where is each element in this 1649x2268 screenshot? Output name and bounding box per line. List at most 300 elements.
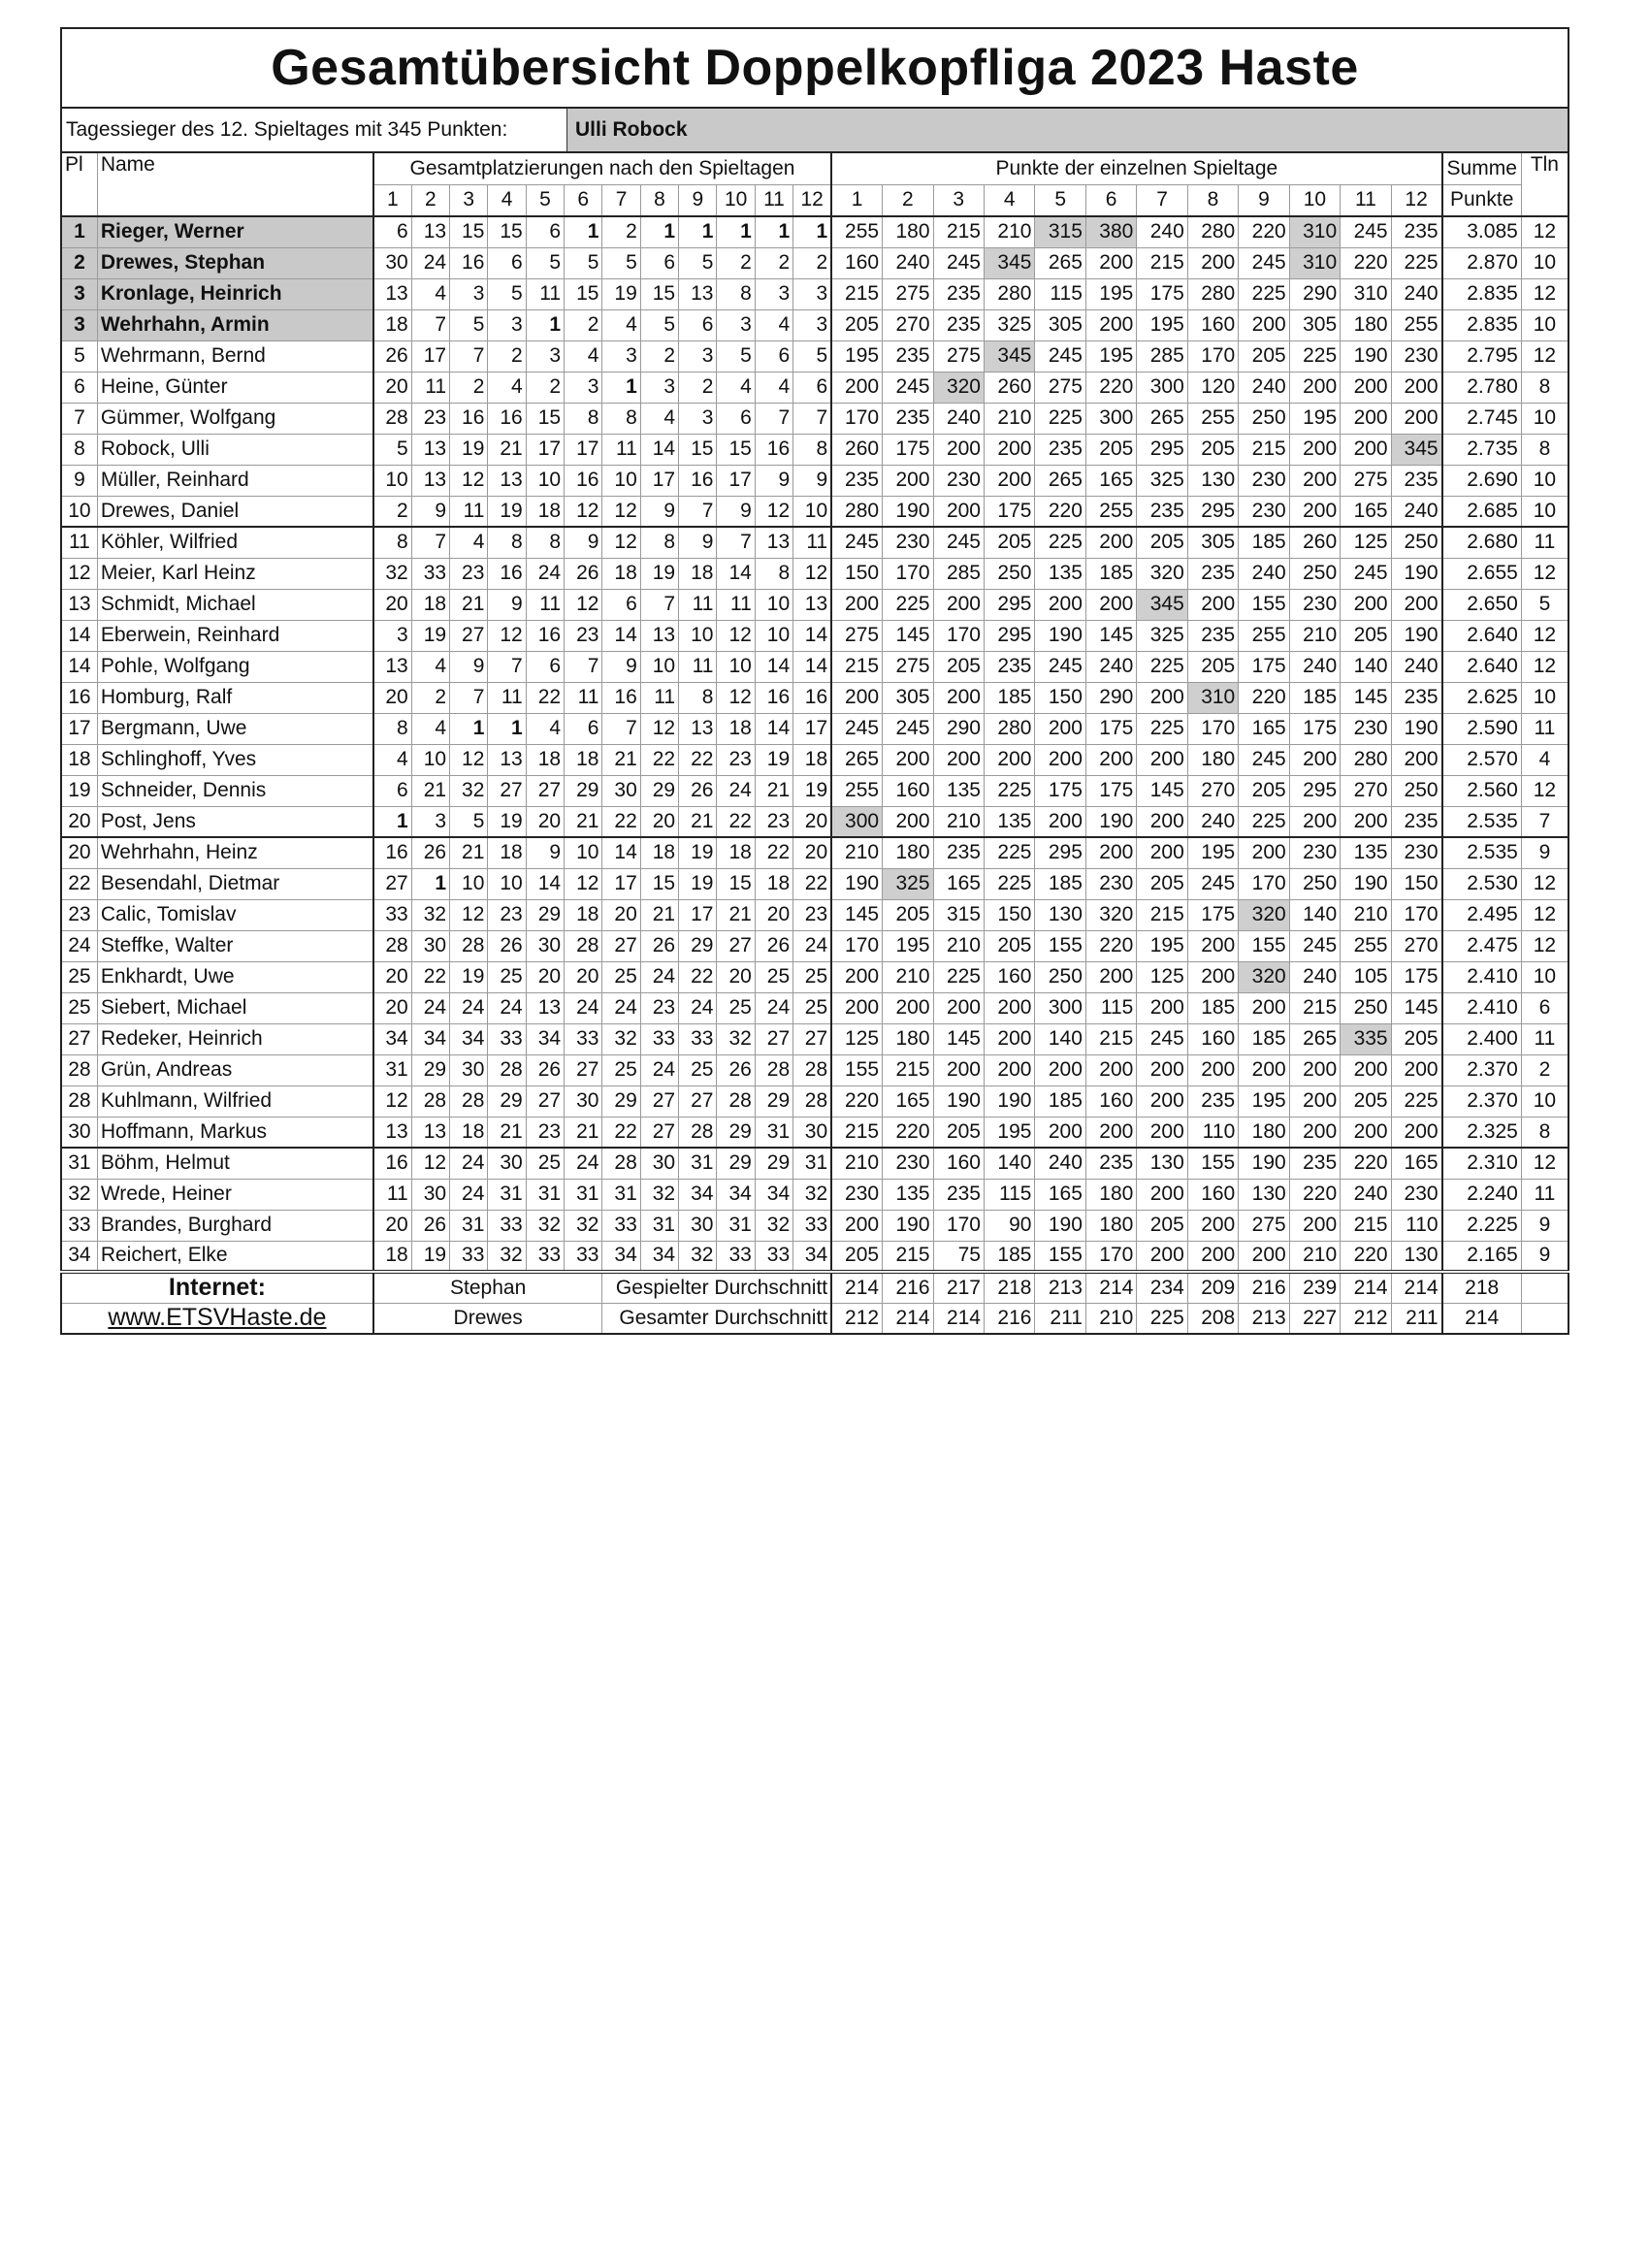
total-points: 2.225 (1442, 1210, 1522, 1241)
rank-after-round: 5 (565, 247, 602, 278)
round-points: 320 (1137, 558, 1187, 589)
rank-after-round: 34 (640, 1241, 678, 1272)
rank-after-round: 27 (793, 1023, 831, 1054)
rank-after-round: 1 (640, 216, 678, 247)
avg-total-value: 212 (1341, 1303, 1391, 1334)
rank-after-round: 21 (488, 1117, 526, 1148)
round-points: 200 (984, 744, 1034, 775)
round-points: 200 (1391, 1117, 1441, 1148)
rank-after-round: 10 (373, 465, 411, 496)
player-name: Brandes, Burghard (97, 1210, 373, 1241)
rank-after-round: 2 (488, 340, 526, 372)
round-points: 240 (1239, 372, 1289, 403)
round-points: 200 (1289, 1117, 1340, 1148)
rank-after-round: 18 (373, 309, 411, 340)
round-points: 215 (883, 1054, 933, 1085)
rank-cell: 14 (61, 620, 97, 651)
round-points: 220 (1239, 216, 1289, 247)
rank-after-round: 32 (717, 1023, 755, 1054)
round-points: 270 (1391, 930, 1441, 961)
round-points: 190 (1035, 1210, 1085, 1241)
rank-after-round: 21 (488, 434, 526, 465)
round-points: 145 (1137, 775, 1187, 806)
round-points: 240 (1341, 1179, 1391, 1210)
round-points: 205 (1341, 1085, 1391, 1117)
round-points: 245 (1239, 247, 1289, 278)
round-points: 200 (1289, 1054, 1340, 1085)
rank-after-round: 9 (565, 527, 602, 558)
round-points: 145 (1391, 992, 1441, 1023)
rank-after-round: 26 (679, 775, 717, 806)
round-points: 305 (1289, 309, 1340, 340)
rank-after-round: 8 (373, 527, 411, 558)
rank-after-round: 1 (565, 216, 602, 247)
round-points: 165 (1035, 1179, 1085, 1210)
footer-row-played (61, 1272, 1568, 1303)
round-points: 200 (1085, 309, 1136, 340)
player-name: Drewes, Stephan (97, 247, 373, 278)
round-points: 235 (933, 309, 984, 340)
rank-after-round: 1 (755, 216, 792, 247)
player-name: Robock, Ulli (97, 434, 373, 465)
rank-after-round: 5 (450, 806, 488, 837)
rank-after-round: 3 (526, 340, 564, 372)
round-points: 200 (1137, 1085, 1187, 1117)
round-points: 280 (984, 713, 1034, 744)
table-row (61, 1148, 1568, 1179)
round-points: 200 (933, 1054, 984, 1085)
round-points: 205 (1341, 620, 1391, 651)
player-name: Köhler, Wilfried (97, 527, 373, 558)
footer-empty (1521, 1303, 1568, 1334)
rank-after-round: 18 (450, 1117, 488, 1148)
participations: 12 (1521, 278, 1568, 309)
rank-after-round: 31 (526, 1179, 564, 1210)
round-points: 200 (933, 992, 984, 1023)
table-row (61, 558, 1568, 589)
round-points: 200 (1289, 496, 1340, 527)
round-points: 250 (1391, 775, 1441, 806)
rank-after-round: 12 (793, 558, 831, 589)
rank-after-round: 24 (450, 992, 488, 1023)
avg-played-value: 216 (883, 1272, 933, 1303)
round-points: 235 (933, 278, 984, 309)
round-points: 115 (1035, 278, 1085, 309)
round-points: 225 (1289, 340, 1340, 372)
rank-after-round: 31 (565, 1179, 602, 1210)
header-tln: Tln (1521, 152, 1568, 216)
rank-after-round: 20 (373, 992, 411, 1023)
rank-after-round: 13 (526, 992, 564, 1023)
round-points: 200 (1035, 589, 1085, 620)
rank-after-round: 22 (679, 744, 717, 775)
rank-after-round: 14 (717, 558, 755, 589)
round-points: 140 (1289, 899, 1340, 930)
rank-after-round: 2 (602, 216, 640, 247)
rank-after-round: 34 (602, 1241, 640, 1272)
avg-total-value: 211 (1391, 1303, 1441, 1334)
round-points: 200 (831, 682, 882, 713)
round-points: 265 (1035, 465, 1085, 496)
rank-after-round: 11 (640, 682, 678, 713)
rank-after-round: 16 (565, 465, 602, 496)
rank-after-round: 12 (755, 496, 792, 527)
round-points: 175 (883, 434, 933, 465)
rank-after-round: 30 (373, 247, 411, 278)
rank-after-round: 12 (717, 620, 755, 651)
round-points: 160 (1187, 1179, 1238, 1210)
rank-after-round: 10 (717, 651, 755, 682)
rank-after-round: 30 (602, 775, 640, 806)
round-points: 220 (831, 1085, 882, 1117)
round-points: 280 (984, 278, 1034, 309)
rank-after-round: 8 (373, 713, 411, 744)
rank-cell: 25 (61, 992, 97, 1023)
rank-after-round: 16 (373, 837, 411, 868)
rank-after-round: 14 (640, 434, 678, 465)
round-points: 300 (1035, 992, 1085, 1023)
rank-after-round: 15 (717, 868, 755, 899)
avg-total-value: 213 (1239, 1303, 1289, 1334)
rank-after-round: 4 (755, 372, 792, 403)
rank-after-round: 14 (602, 620, 640, 651)
player-name: Schlinghoff, Yves (97, 744, 373, 775)
table-row (61, 775, 1568, 806)
total-points: 2.735 (1442, 434, 1522, 465)
round-points: 165 (883, 1085, 933, 1117)
rank-after-round: 16 (755, 682, 792, 713)
round-points: 205 (1239, 340, 1289, 372)
rank-after-round: 14 (793, 620, 831, 651)
round-points: 200 (984, 1023, 1034, 1054)
round-points: 255 (1239, 620, 1289, 651)
table-row (61, 930, 1568, 961)
rank-cell: 19 (61, 775, 97, 806)
participations: 9 (1521, 1210, 1568, 1241)
round-points: 185 (1035, 868, 1085, 899)
rank-after-round: 27 (450, 620, 488, 651)
rank-cell: 22 (61, 868, 97, 899)
avg-total-label: Gesamter Durchschnitt (602, 1303, 831, 1334)
rank-after-round: 15 (640, 278, 678, 309)
rank-after-round: 32 (565, 1210, 602, 1241)
round-points: 200 (1391, 1054, 1441, 1085)
rank-after-round: 31 (373, 1054, 411, 1085)
round-points: 215 (831, 1117, 882, 1148)
round-points: 235 (1187, 1085, 1238, 1117)
round-points: 155 (1239, 589, 1289, 620)
rank-cell: 16 (61, 682, 97, 713)
website-link[interactable]: www.ETSVHaste.de (61, 1303, 373, 1334)
round-points: 200 (984, 1054, 1034, 1085)
round-points: 175 (1085, 775, 1136, 806)
round-points: 170 (1391, 899, 1441, 930)
rank-after-round: 28 (373, 403, 411, 434)
rank-after-round: 26 (373, 340, 411, 372)
round-points: 290 (1289, 278, 1340, 309)
rank-after-round: 11 (450, 496, 488, 527)
rank-after-round: 21 (679, 806, 717, 837)
rank-after-round: 32 (526, 1210, 564, 1241)
round-points: 255 (1187, 403, 1238, 434)
rank-after-round: 24 (602, 992, 640, 1023)
round-points: 200 (1137, 1179, 1187, 1210)
round-points: 200 (1289, 1085, 1340, 1117)
rank-after-round: 11 (793, 527, 831, 558)
round-points: 235 (1289, 1148, 1340, 1179)
avg-played-value: 214 (831, 1272, 882, 1303)
rank-after-round: 28 (565, 930, 602, 961)
rank-after-round: 4 (411, 651, 449, 682)
round-points: 160 (831, 247, 882, 278)
round-points: 215 (1085, 1023, 1136, 1054)
rank-cell: 27 (61, 1023, 97, 1054)
points-round-header: 12 (1391, 184, 1441, 216)
rank-after-round: 7 (565, 651, 602, 682)
round-points: 260 (984, 372, 1034, 403)
round-points: 175 (1391, 961, 1441, 992)
rank-after-round: 18 (679, 558, 717, 589)
table-row (61, 1054, 1568, 1085)
rank-after-round: 6 (488, 247, 526, 278)
round-points: 175 (1239, 651, 1289, 682)
total-points: 2.795 (1442, 340, 1522, 372)
round-points: 200 (831, 1210, 882, 1241)
rank-after-round: 19 (640, 558, 678, 589)
round-points: 275 (933, 340, 984, 372)
round-points: 300 (831, 806, 882, 837)
round-points: 245 (831, 713, 882, 744)
player-name: Calic, Tomislav (97, 899, 373, 930)
table-row (61, 496, 1568, 527)
round-points: 210 (984, 216, 1034, 247)
round-points: 190 (1391, 558, 1441, 589)
total-points: 2.310 (1442, 1148, 1522, 1179)
round-points: 230 (1391, 340, 1441, 372)
points-round-header: 10 (1289, 184, 1340, 216)
player-name: Besendahl, Dietmar (97, 868, 373, 899)
total-points: 2.475 (1442, 930, 1522, 961)
round-points: 225 (984, 837, 1034, 868)
round-points: 200 (1341, 403, 1391, 434)
round-points: 295 (1187, 496, 1238, 527)
round-points: 380 (1085, 216, 1136, 247)
rank-after-round: 18 (793, 744, 831, 775)
player-name: Müller, Reinhard (97, 465, 373, 496)
round-points: 225 (1239, 278, 1289, 309)
round-points: 145 (1085, 620, 1136, 651)
table-row (61, 992, 1568, 1023)
round-points: 310 (1289, 216, 1340, 247)
rank-cell: 2 (61, 247, 97, 278)
round-points: 235 (1137, 496, 1187, 527)
rank-after-round: 31 (717, 1210, 755, 1241)
round-points: 175 (984, 496, 1034, 527)
rank-after-round: 29 (717, 1148, 755, 1179)
total-points: 2.535 (1442, 837, 1522, 868)
rank-after-round: 33 (526, 1241, 564, 1272)
round-points: 230 (933, 465, 984, 496)
round-points: 320 (1085, 899, 1136, 930)
round-points: 225 (1035, 403, 1085, 434)
rank-after-round: 14 (793, 651, 831, 682)
table-row (61, 620, 1568, 651)
avg-played-value: 213 (1035, 1272, 1085, 1303)
round-points: 170 (1187, 340, 1238, 372)
round-points: 185 (984, 682, 1034, 713)
rank-after-round: 11 (411, 372, 449, 403)
round-points: 135 (984, 806, 1034, 837)
rank-after-round: 4 (565, 340, 602, 372)
header-sum-bottom: Punkte (1442, 184, 1522, 216)
rank-after-round: 23 (411, 403, 449, 434)
rank-cell: 9 (61, 465, 97, 496)
round-points: 135 (1035, 558, 1085, 589)
round-points: 190 (933, 1085, 984, 1117)
round-points: 200 (1137, 744, 1187, 775)
round-points: 90 (984, 1210, 1034, 1241)
round-points: 200 (1085, 1117, 1136, 1148)
rank-after-round: 11 (488, 682, 526, 713)
round-points: 200 (1391, 372, 1441, 403)
rank-after-round: 32 (488, 1241, 526, 1272)
ranks-round-header: 8 (640, 184, 678, 216)
table-row (61, 651, 1568, 682)
round-points: 185 (1035, 1085, 1085, 1117)
rank-after-round: 12 (717, 682, 755, 713)
rank-cell: 13 (61, 589, 97, 620)
participations: 12 (1521, 558, 1568, 589)
round-points: 275 (883, 651, 933, 682)
round-points: 235 (933, 837, 984, 868)
rank-after-round: 26 (565, 558, 602, 589)
round-points: 240 (1391, 278, 1441, 309)
round-points: 220 (883, 1117, 933, 1148)
rank-after-round: 17 (717, 465, 755, 496)
rank-after-round: 31 (450, 1210, 488, 1241)
rank-after-round: 3 (450, 278, 488, 309)
avg-played-value: 209 (1187, 1272, 1238, 1303)
avg-total-value: 225 (1137, 1303, 1187, 1334)
round-points: 190 (883, 1210, 933, 1241)
player-name: Kuhlmann, Wilfried (97, 1085, 373, 1117)
league-sheet (60, 27, 1569, 1335)
round-points: 200 (1239, 837, 1289, 868)
rank-after-round: 7 (411, 309, 449, 340)
round-points: 200 (1035, 713, 1085, 744)
rank-after-round: 20 (373, 682, 411, 713)
round-points: 215 (883, 1241, 933, 1272)
round-points: 200 (1341, 589, 1391, 620)
rank-after-round: 8 (565, 403, 602, 434)
rank-after-round: 3 (679, 340, 717, 372)
rank-after-round: 12 (602, 527, 640, 558)
rank-after-round: 9 (526, 837, 564, 868)
round-points: 195 (984, 1117, 1034, 1148)
round-points: 235 (1391, 465, 1441, 496)
round-points: 210 (831, 837, 882, 868)
footer-row-total (61, 1303, 1568, 1334)
rank-after-round: 28 (450, 930, 488, 961)
ranks-round-header: 1 (373, 184, 411, 216)
rank-after-round: 32 (373, 558, 411, 589)
round-points: 270 (1341, 775, 1391, 806)
player-name: Steffke, Walter (97, 930, 373, 961)
rank-after-round: 27 (373, 868, 411, 899)
round-points: 200 (1085, 247, 1136, 278)
round-points: 255 (831, 216, 882, 247)
rank-after-round: 9 (717, 496, 755, 527)
player-name: Meier, Karl Heinz (97, 558, 373, 589)
round-points: 255 (1341, 930, 1391, 961)
round-points: 200 (1187, 961, 1238, 992)
rank-after-round: 7 (717, 527, 755, 558)
rank-after-round: 34 (411, 1023, 449, 1054)
total-points: 2.400 (1442, 1023, 1522, 1054)
round-points: 275 (1035, 372, 1085, 403)
round-points: 345 (984, 247, 1034, 278)
round-points: 235 (831, 465, 882, 496)
round-points: 200 (933, 589, 984, 620)
rank-after-round: 2 (565, 309, 602, 340)
player-name: Enkhardt, Uwe (97, 961, 373, 992)
round-points: 215 (1137, 899, 1187, 930)
rank-after-round: 17 (793, 713, 831, 744)
rank-after-round: 24 (679, 992, 717, 1023)
round-points: 205 (1187, 651, 1238, 682)
round-points: 205 (831, 309, 882, 340)
table-row (61, 806, 1568, 837)
round-points: 225 (883, 589, 933, 620)
round-points: 130 (1137, 1148, 1187, 1179)
round-points: 190 (1341, 868, 1391, 899)
round-points: 260 (831, 434, 882, 465)
round-points: 235 (1391, 682, 1441, 713)
round-points: 150 (1035, 682, 1085, 713)
round-points: 250 (984, 558, 1034, 589)
rank-after-round: 5 (450, 309, 488, 340)
round-points: 315 (933, 899, 984, 930)
round-points: 210 (933, 806, 984, 837)
rank-after-round: 13 (373, 651, 411, 682)
rank-after-round: 29 (755, 1148, 792, 1179)
rank-after-round: 10 (565, 837, 602, 868)
rank-after-round: 33 (717, 1241, 755, 1272)
rank-after-round: 28 (717, 1085, 755, 1117)
rank-after-round: 20 (373, 1210, 411, 1241)
round-points: 170 (933, 620, 984, 651)
rank-after-round: 8 (717, 278, 755, 309)
round-points: 205 (933, 651, 984, 682)
round-points: 220 (1085, 930, 1136, 961)
rank-after-round: 19 (450, 961, 488, 992)
round-points: 130 (1391, 1241, 1441, 1272)
rank-after-round: 31 (755, 1117, 792, 1148)
rank-after-round: 20 (640, 806, 678, 837)
table-row (61, 961, 1568, 992)
player-name: Kronlage, Heinrich (97, 278, 373, 309)
round-points: 215 (1239, 434, 1289, 465)
rank-after-round: 26 (411, 837, 449, 868)
round-points: 190 (1035, 620, 1085, 651)
rank-after-round: 10 (679, 620, 717, 651)
rank-after-round: 10 (755, 620, 792, 651)
ranks-round-header: 3 (450, 184, 488, 216)
round-points: 195 (1085, 340, 1136, 372)
rank-after-round: 3 (793, 278, 831, 309)
rank-after-round: 3 (755, 278, 792, 309)
round-points: 150 (984, 899, 1034, 930)
